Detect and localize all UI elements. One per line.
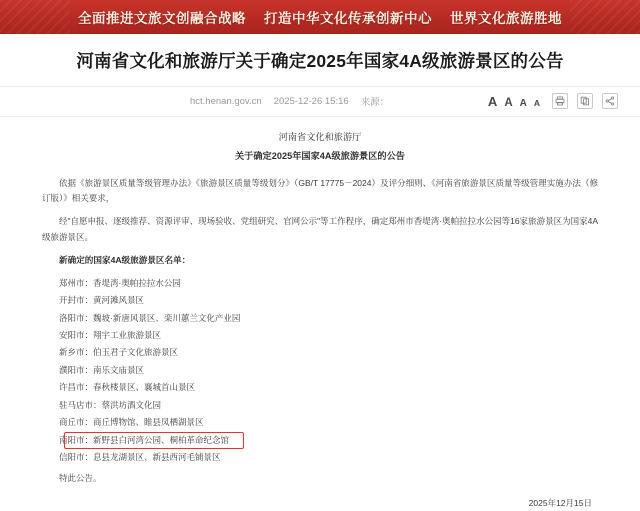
list-item: 信阳市：息县龙湖景区、新县西河毛铺景区: [59, 452, 221, 463]
list-item: 许昌市：春秋楼景区、襄城首山景区: [59, 382, 196, 393]
font-size-xl[interactable]: A: [487, 93, 498, 109]
issuing-organization: 河南省文化和旅游厅: [278, 131, 362, 142]
source-label: 来源：: [360, 97, 390, 109]
list-item: 开封市：黄河滩风景区: [59, 295, 145, 306]
document-subtitle: 关于确定2025年国家4A级旅游景区的公告: [235, 151, 405, 162]
list-item: 濮阳市：南乐文庙景区: [59, 364, 145, 375]
paragraph-2: 经"自愿申报、逐级推荐、资源评审、现场验收、党组研究、官网公示"等工作程序，确定郑州市香堤湾·奥帕拉拉水公园等16家旅游景区为国家4A级旅游景区。: [42, 216, 598, 242]
list-item-label: 南阳市：新野县白河湾公园、桐柏革命纪念馆: [59, 434, 230, 445]
font-size-small[interactable]: A: [533, 97, 540, 108]
title-section: [0, 34, 640, 87]
list-item: 新乡市：伯玉君子文化旅游景区: [59, 347, 179, 358]
banner-decoration-right: [570, 0, 640, 34]
list-item: 洛阳市：魏坡·新唐风景区、栾川蕙兰文化产业园: [59, 312, 241, 323]
closing-statement: 特此公告。: [59, 473, 102, 484]
list-lead: 新确定的国家4A级旅游景区名单：: [59, 255, 191, 266]
font-size-large[interactable]: A: [504, 96, 513, 109]
list-item-highlighted: [42, 432, 598, 449]
meta-info: [190, 94, 389, 108]
source-site: hct.henan.gov.cn: [190, 95, 262, 107]
banner-decoration-left: [0, 0, 70, 34]
list-item: 安阳市：翔宇工业旅游景区: [59, 330, 162, 341]
paragraph-1: 依据《旅游景区质量等级管理办法》《旅游景区质量等级划分》（GB/T 17775－2024）及评分细则、《河南省旅游景区质量等级管理实施办法（修订版）》相关要求，: [42, 177, 598, 204]
font-size-controls[interactable]: [488, 94, 540, 109]
banner-slogan-1: 全面推进文旅文创融合战略: [78, 11, 246, 26]
publish-datetime: 2025-12-26 15:16: [273, 95, 349, 107]
meta-tools: [488, 93, 618, 109]
issue-date: 2025年12月15日: [528, 497, 592, 508]
meta-bar: [0, 87, 640, 117]
list-item: 商丘市：商丘博物馆、睢县凤栖湖景区: [59, 417, 204, 428]
banner-slogan-3: 世界文化旅游胜地: [450, 11, 562, 26]
page-title: 河南省文化和旅游厅关于确定2025年国家4A级旅游景区的公告: [76, 51, 564, 71]
copy-icon[interactable]: [577, 93, 593, 109]
list-item: 驻马店市：蔡洪坊酒文化园: [59, 399, 162, 410]
site-banner: [0, 0, 640, 34]
printer-icon[interactable]: [552, 93, 568, 109]
font-size-medium[interactable]: A: [519, 97, 527, 109]
share-icon[interactable]: [602, 93, 618, 109]
scenic-area-list: [42, 275, 598, 467]
document-body: [0, 117, 640, 511]
banner-slogans: [78, 7, 562, 27]
list-item: 郑州市：香堤湾·奥帕拉拉水公园: [59, 277, 181, 288]
banner-slogan-2: 打造中华文化传承创新中心: [264, 11, 432, 26]
